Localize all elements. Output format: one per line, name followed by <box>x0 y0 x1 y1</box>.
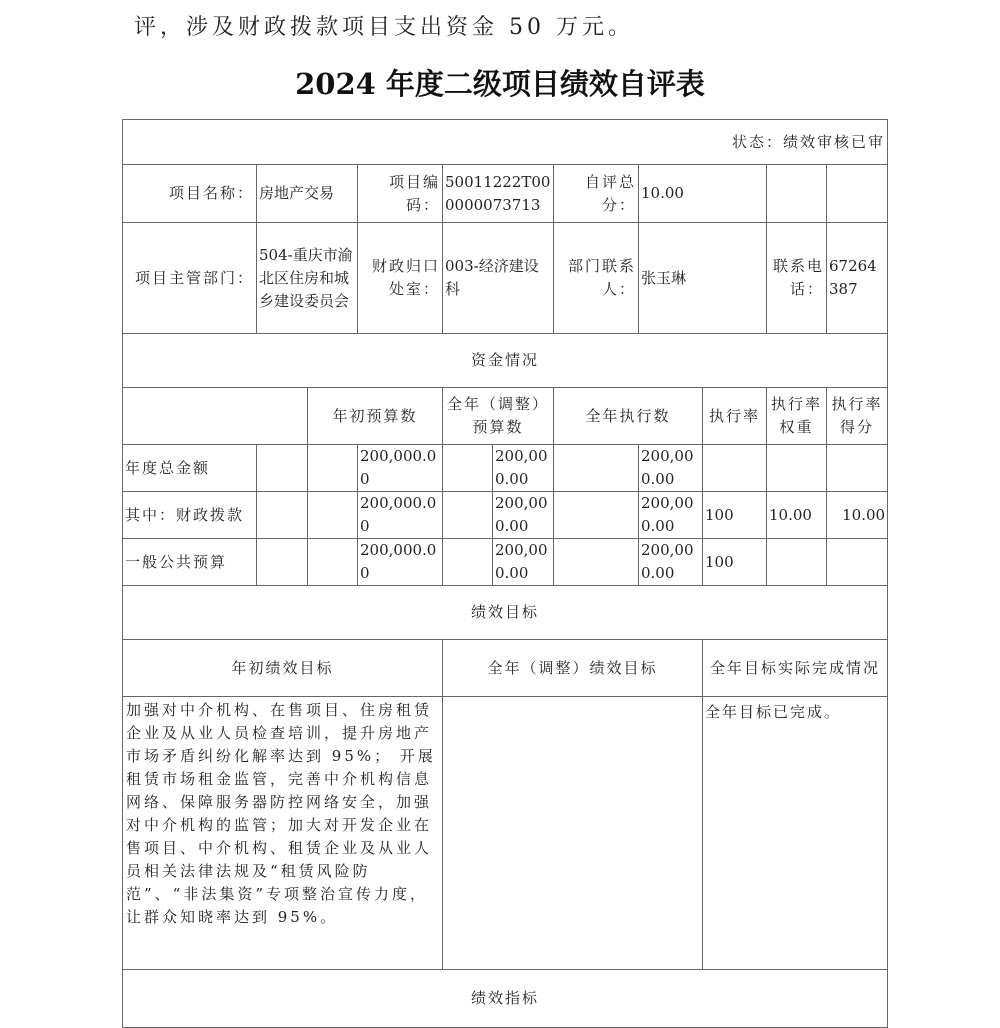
adjusted-goal-text <box>443 697 703 970</box>
empty-cell <box>554 492 639 539</box>
status-text: 状态：绩效审核已审 <box>123 120 888 165</box>
funds-rate: 100 <box>703 539 767 586</box>
funds-weight <box>767 445 827 492</box>
goals-section-title: 绩效目标 <box>123 586 888 640</box>
funds-executed: 200,000.00 <box>639 539 703 586</box>
phone-label: 联系电话： <box>767 223 827 334</box>
project-name-label: 项目名称： <box>123 165 257 223</box>
dept-value: 504-重庆市渝北区住房和城乡建设委员会 <box>257 223 358 334</box>
funds-score <box>827 445 888 492</box>
funds-adjusted: 200,000.00 <box>493 492 554 539</box>
header-exec-rate: 执行率 <box>703 388 767 445</box>
funds-row-label: 一般公共预算 <box>123 539 257 586</box>
funds-rate <box>703 445 767 492</box>
page-title: 2024 年度二级项目绩效自评表 <box>295 67 705 101</box>
intro-text: 评，涉及财政拨款项目支出资金 50 万元。 <box>134 15 634 40</box>
funds-weight: 10.00 <box>767 492 827 539</box>
project-code-label: 项目编码： <box>358 165 443 223</box>
goals-header-row <box>123 640 888 697</box>
empty-cell <box>257 539 308 586</box>
empty-cell <box>308 445 358 492</box>
funds-row <box>123 539 888 586</box>
goals-content-row <box>123 697 888 970</box>
funds-row-label: 其中：财政拨款 <box>123 492 257 539</box>
empty-cell <box>827 165 888 223</box>
header-exec-weight: 执行率权重 <box>767 388 827 445</box>
project-code-value: 50011222T000000073713 <box>443 165 554 223</box>
funds-initial: 200,000.00 <box>358 539 443 586</box>
funds-initial: 200,000.00 <box>358 445 443 492</box>
empty-cell <box>123 388 308 445</box>
empty-cell <box>308 539 358 586</box>
header-completion: 全年目标实际完成情况 <box>703 640 888 697</box>
funds-executed: 200,000.00 <box>639 445 703 492</box>
empty-cell <box>443 492 493 539</box>
funds-score <box>827 539 888 586</box>
initial-goal-text: 加强对中介机构、在售项目、住房租赁企业及从业人员检查培训，提升房地产市场矛盾纠纷化解率达到 95%； 开展租赁市场租金监管，完善中介机构信息网络、保障服务器防控网络安全，加强对中介机构的监管；加大对开发企业在售项目、中介机构、租赁企业及从业人员相关法律法规及“租赁风险防范”、“非法集资”专项整治宣传力度，让群众知晓率达到 95%。 <box>123 697 443 970</box>
funds-row <box>123 445 888 492</box>
header-exec-score: 执行率得分 <box>827 388 888 445</box>
indicators-section-title: 绩效指标 <box>123 970 888 1028</box>
score-label: 自评总分： <box>554 165 639 223</box>
finance-office-label: 财政归口处室： <box>358 223 443 334</box>
empty-cell <box>767 165 827 223</box>
funds-rate: 100 <box>703 492 767 539</box>
funds-adjusted: 200,000.00 <box>493 539 554 586</box>
empty-cell <box>257 445 308 492</box>
dept-label: 项目主管部门： <box>123 223 257 334</box>
empty-cell <box>257 492 308 539</box>
funds-adjusted: 200,000.00 <box>493 445 554 492</box>
score-value: 10.00 <box>639 165 767 223</box>
funds-row-label: 年度总金额 <box>123 445 257 492</box>
project-name-value: 房地产交易 <box>257 165 358 223</box>
evaluation-table <box>122 119 888 1028</box>
phone-value: 67264387 <box>827 223 888 334</box>
header-adjusted-goal: 全年（调整）绩效目标 <box>443 640 703 697</box>
funds-header-row <box>123 388 888 445</box>
header-adjusted-budget: 全年（调整）预算数 <box>443 388 554 445</box>
contact-value: 张玉琳 <box>639 223 767 334</box>
funds-executed: 200,000.00 <box>639 492 703 539</box>
project-row-1 <box>123 165 888 223</box>
header-executed: 全年执行数 <box>554 388 703 445</box>
status-row <box>123 120 888 165</box>
header-initial-goal: 年初绩效目标 <box>123 640 443 697</box>
completion-text: 全年目标已完成。 <box>703 697 888 970</box>
funds-initial: 200,000.00 <box>358 492 443 539</box>
empty-cell <box>554 445 639 492</box>
empty-cell <box>443 445 493 492</box>
finance-office-value: 003-经济建设科 <box>443 223 554 334</box>
funds-section-row <box>123 334 888 388</box>
funds-section-title: 资金情况 <box>123 334 888 388</box>
header-initial-budget: 年初预算数 <box>308 388 443 445</box>
empty-cell <box>443 539 493 586</box>
funds-score: 10.00 <box>827 492 888 539</box>
empty-cell <box>554 539 639 586</box>
empty-cell <box>308 492 358 539</box>
contact-label: 部门联系人： <box>554 223 639 334</box>
project-row-2 <box>123 223 888 334</box>
goals-section-row <box>123 586 888 640</box>
funds-row <box>123 492 888 539</box>
funds-weight <box>767 539 827 586</box>
